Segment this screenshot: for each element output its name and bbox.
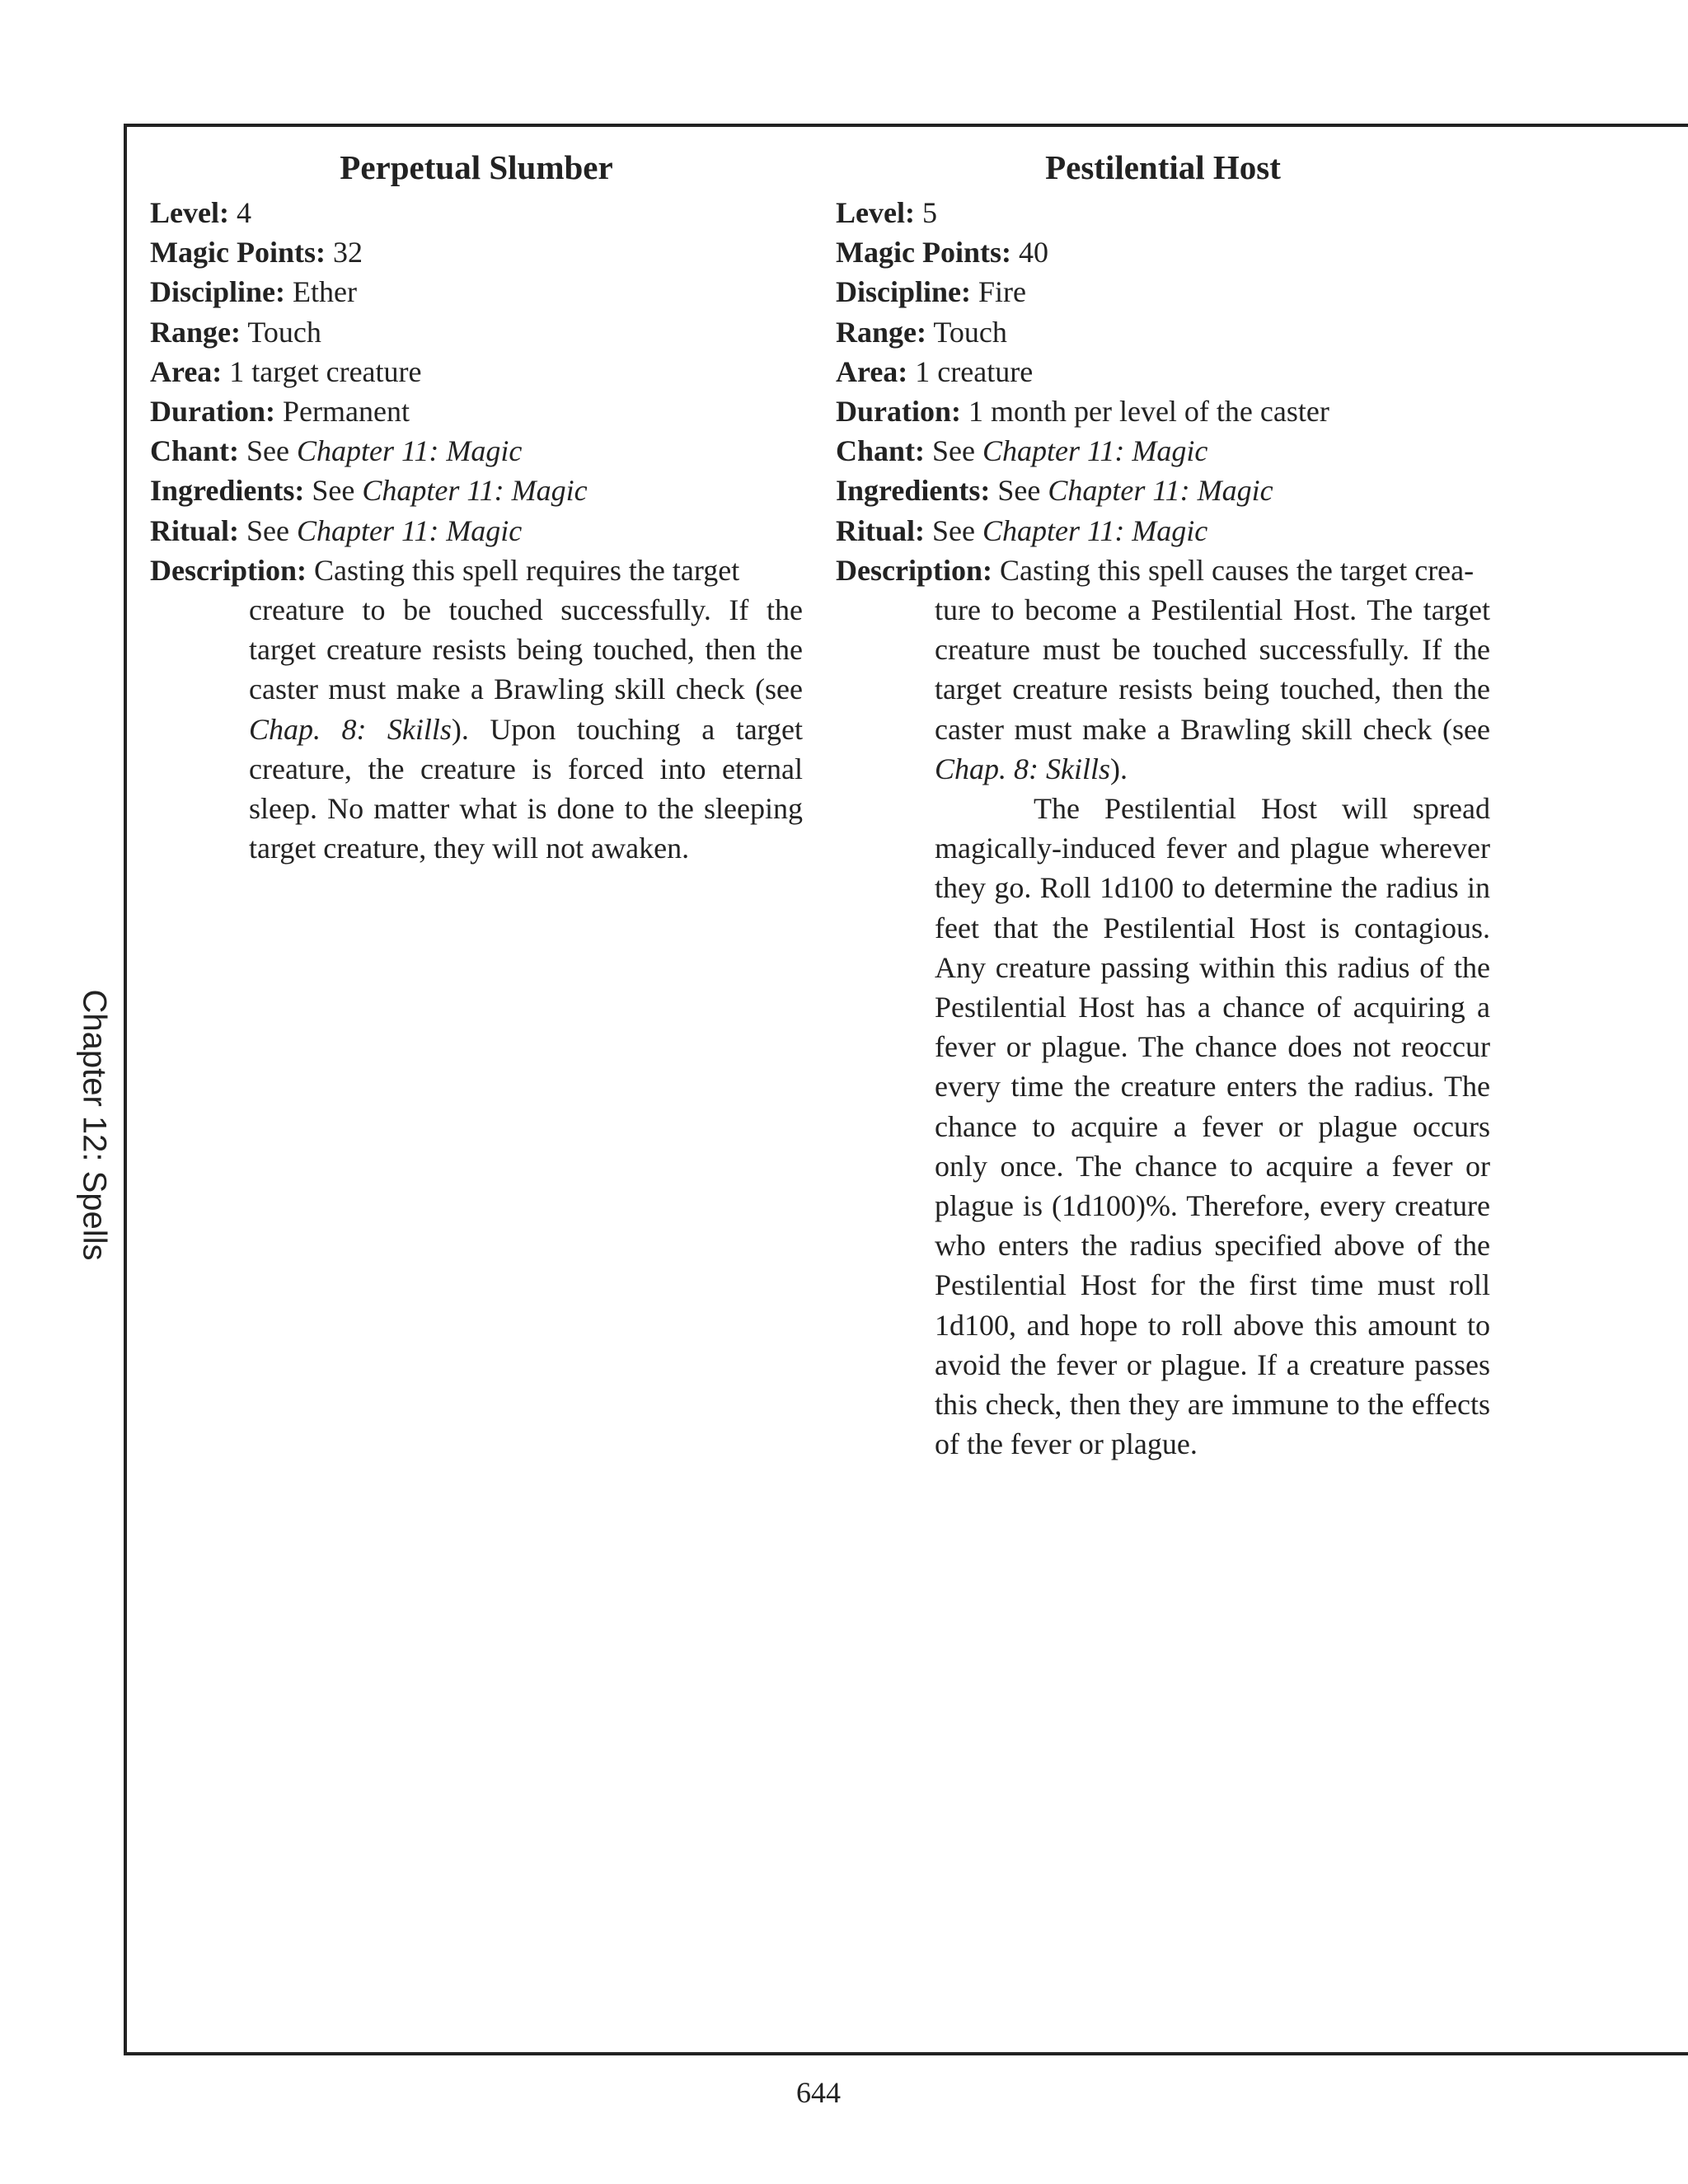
stat-magic-points — [836, 232, 1490, 272]
description-first-line — [836, 551, 1490, 590]
stat-ritual — [150, 511, 803, 551]
spell-perpetual-slumber — [150, 142, 803, 868]
spell-pestilential-host — [836, 142, 1490, 1465]
description-paragraph: The Pestilential Host will spread magically-induced fever and plague wherever they go. Roll 1d100 to determine the radius in feet that the Pestilential Host is contagious. Any creature passing within this radius of the Pestilential Host has a chance of acquiring a fever or plague. The chance does not reoccur every time the creature enters the radius. The chance to acquire a fever or plague occurs only once. The chance to acquire a fever or plague is (1d100)%. Therefore, every creature who enters the radius specified above of the Pestilential Host for the first time must roll 1d100, and hope to roll above this amount to avoid the fever or plague. If a creature passes this check, then they are immune to the effects of the fever or plague. — [935, 792, 1490, 1461]
description-text: ). — [1110, 752, 1128, 785]
stat-label: Discipline: — [836, 275, 972, 309]
stat-label: Level: — [150, 196, 229, 229]
stat-label: Ingredients: — [150, 474, 305, 508]
stat-label: Discipline: — [150, 275, 286, 309]
stat-value: 5 — [921, 196, 937, 229]
stat-value: Permanent — [283, 395, 410, 429]
stat-value: Ether — [293, 275, 357, 309]
chapter-reference: Chapter 11: Magic — [296, 513, 523, 547]
stat-label: Magic Points: — [836, 236, 1011, 269]
description-body — [836, 590, 1490, 1464]
stat-label: Level: — [836, 196, 915, 229]
stat-label: Area: — [150, 354, 223, 388]
stat-value: Touch — [247, 315, 321, 349]
chapter-reference: Chap. 8: Skills — [249, 712, 452, 746]
ref-prefix: See — [932, 434, 976, 468]
page-number: 644 — [796, 2076, 841, 2109]
stat-value: 1 target creature — [229, 354, 422, 388]
stat-label: Range: — [836, 315, 926, 349]
spell-title: Pestilential Host — [1045, 148, 1281, 186]
stat-duration — [150, 391, 803, 431]
chapter-reference: Chapter 11: Magic — [982, 434, 1208, 468]
stat-chant — [836, 431, 1490, 471]
stat-label: Area: — [836, 354, 908, 388]
stat-label: Duration: — [836, 395, 961, 429]
stat-level — [836, 193, 1490, 232]
spell-title: Perpetual Slumber — [340, 148, 613, 186]
stat-discipline — [836, 272, 1490, 312]
description-first-line — [150, 551, 803, 590]
description-label: Description: — [150, 553, 307, 587]
chapter-reference: Chap. 8: Skills — [935, 752, 1110, 785]
description-body — [150, 590, 803, 868]
ref-prefix: See — [932, 513, 975, 547]
stat-label: Ritual: — [836, 513, 925, 547]
description-text: creature to be touched successfully. If the target creature resists being touched, then the caster must make a Brawling skill check (see — [249, 593, 803, 706]
description-text: ). Upon touching a target creature, the creature is forced into eternal sleep. No matter what is done to the sleeping target creature, they will not awaken. — [249, 712, 804, 865]
stat-label: Range: — [150, 315, 241, 349]
stat-label: Chant: — [150, 434, 240, 468]
description-paragraph — [935, 590, 1490, 789]
description-paragraph — [249, 590, 803, 868]
ref-prefix: See — [246, 513, 289, 547]
stat-ingredients — [150, 471, 803, 510]
stat-value: 40 — [1018, 236, 1048, 269]
chapter-reference: Chapter 11: Magic — [362, 474, 588, 508]
stat-value: 32 — [332, 236, 363, 269]
stat-ritual — [836, 511, 1490, 551]
stat-label: Ritual: — [150, 513, 239, 547]
stat-value: 4 — [236, 196, 251, 229]
stat-duration — [836, 391, 1490, 431]
stat-label: Magic Points: — [150, 236, 326, 269]
chapter-side-label: Chapter 12: Spells — [76, 989, 113, 1261]
stat-level — [150, 193, 803, 232]
description-text: Casting this spell requires the target — [313, 553, 740, 587]
ref-prefix: See — [997, 474, 1041, 508]
stat-value: 1 creature — [915, 354, 1034, 388]
chapter-reference: Chapter 11: Magic — [297, 434, 523, 468]
stat-ingredients — [836, 471, 1490, 510]
stat-area — [150, 352, 803, 391]
stat-magic-points — [150, 232, 803, 272]
stat-area — [836, 352, 1490, 391]
ref-prefix: See — [312, 474, 355, 508]
stat-chant — [150, 431, 803, 471]
stat-value: 1 month per level of the caster — [968, 395, 1329, 429]
stat-value: Fire — [978, 275, 1027, 309]
chapter-reference: Chapter 11: Magic — [1048, 474, 1273, 508]
stat-label: Ingredients: — [836, 474, 991, 508]
stat-range — [150, 312, 803, 352]
description-text: Casting this spell causes the target crea- — [999, 553, 1475, 587]
description-label: Description: — [836, 553, 992, 587]
chapter-reference: Chapter 11: Magic — [982, 513, 1208, 547]
ref-prefix: See — [246, 434, 290, 468]
stat-discipline — [150, 272, 803, 312]
stat-value: Touch — [933, 315, 1007, 349]
description-text: ture to become a Pestilential Host. The target creature must be touched successfully. If the target creature resists being touched, then the caster must make a Brawling skill check (see — [935, 593, 1490, 746]
stat-label: Chant: — [836, 434, 926, 468]
stat-label: Duration: — [150, 395, 275, 429]
stat-range — [836, 312, 1490, 352]
